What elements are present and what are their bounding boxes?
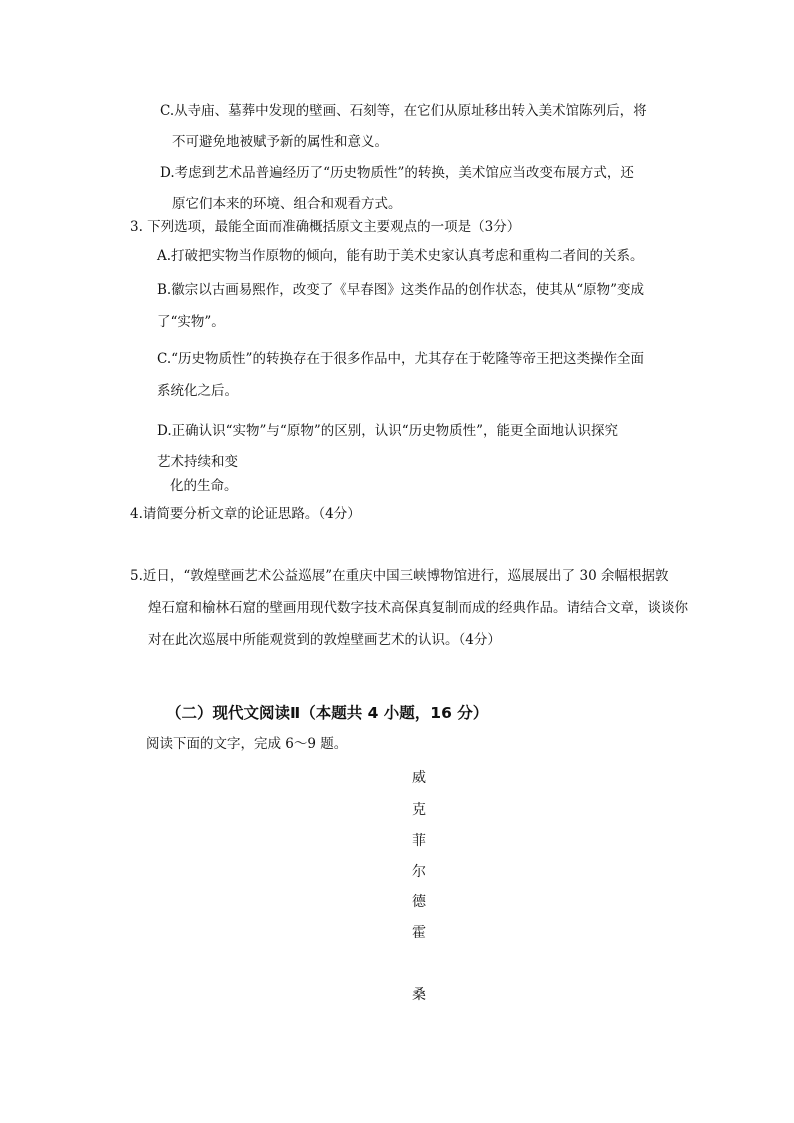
title-char: 克 (412, 802, 426, 818)
q5-line3: 对在此次巡展中所能观赏到的敦煌壁画艺术的认识。（4分） (148, 632, 501, 648)
q3-option-c-line2: 系统化之后。 (157, 383, 238, 399)
title-char: 尔 (412, 864, 426, 880)
q3-option-d-line3: 化的生命。 (170, 478, 238, 494)
section-heading: （二）现代文阅读Ⅱ（本题共 4 小题，16 分） (166, 704, 489, 722)
q3-option-d-line1: D.正确认识“实物”与“原物”的区别，认识“历史物质性”，能更全面地认识探究 (157, 423, 619, 439)
q3-stem: 3. 下列选项，最能全面而准确概括原文主要观点的一项是（3分） (130, 219, 521, 235)
q5-line1: 5.近日，“敦煌壁画艺术公益巡展”在重庆中国三峡博物馆进行，巡展展出了 30 余幅根据敦 (130, 568, 669, 584)
title-char: 菲 (412, 833, 426, 849)
q2-option-d-line2: 原它们本来的环境、组合和观看方式。 (172, 196, 402, 212)
q4-stem: 4.请简要分析文章的论证思路。（4分） (130, 506, 361, 522)
q5-line2: 煌石窟和榆林石窟的壁画用现代数字技术高保真复制而成的经典作品。请结合文章，谈谈你 (148, 600, 688, 616)
q3-option-b-line2: 了“实物”。 (157, 314, 225, 330)
q2-option-c-line1: C.从寺庙、墓葬中发现的壁画、石刻等，在它们从原址移出转入美术馆陈列后，将 (160, 103, 647, 119)
title-char: 德 (412, 894, 426, 910)
title-char: 桑 (412, 987, 426, 1003)
q2-option-c-line2: 不可避免地被赋予新的属性和意义。 (172, 134, 388, 150)
section-instruction: 阅读下面的文字，完成 6～9 题。 (146, 736, 348, 752)
title-char: 霍 (412, 925, 426, 941)
q2-option-d-line1: D.考虑到艺术品普遍经历了“历史物质性”的转换，美术馆应当改变布展方式，还 (160, 165, 634, 181)
title-char: 威 (412, 770, 426, 786)
q3-option-c-line1: C.“历史物质性”的转换存在于很多作品中，尤其存在于乾隆等帝王把这类操作全面 (157, 351, 644, 367)
q3-option-b-line1: B.徽宗以古画易熙作，改变了《早春图》这类作品的创作状态，使其从“原物”变成 (157, 282, 645, 298)
q3-option-d-line2: 艺术持续和变 (157, 454, 238, 470)
q3-option-a: A.打破把实物当作原物的倾向，能有助于美术史家认真考虑和重构二者间的关系。 (157, 248, 644, 264)
